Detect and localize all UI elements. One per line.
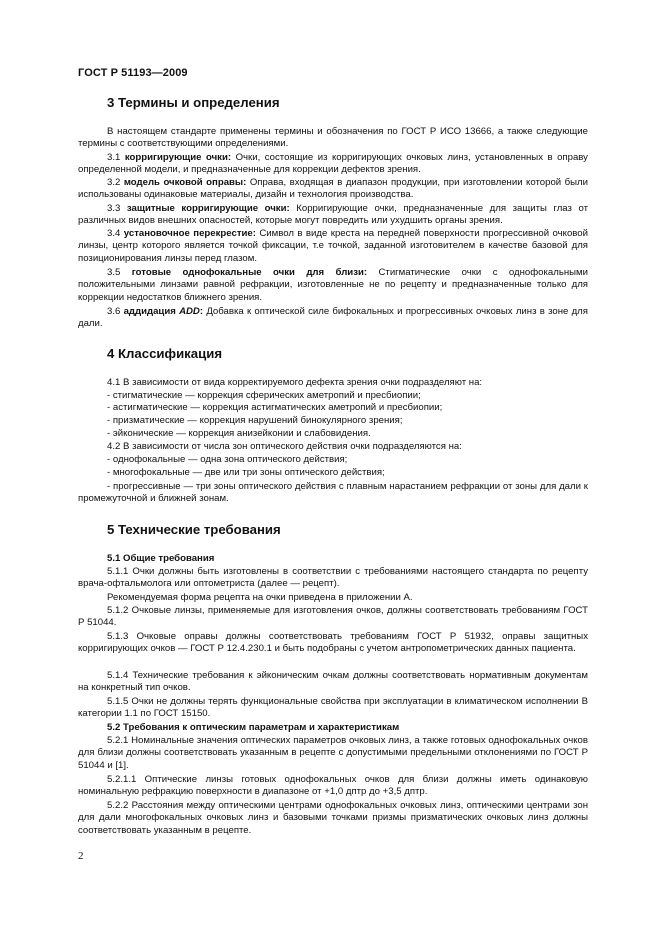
term-3-4 — [78, 228, 588, 265]
clause-5-1-3: 5.1.3 Очковые оправы должны соответствовать требованиям ГОСТ Р 51932, оправы защитных корригирующих очков — ГОСТ Р 12.4.230.1 и быть подобраны с учетом антропометрических данных пациента. — [78, 631, 588, 655]
term-definition: Очки, состоящие из корригирующих очковых линз, установленных в оправу определенной модели, и предназначенные для коррекции дефектов зрения. — [78, 152, 588, 176]
term-definition: Стигматические очки с однофокальными положительными линзами равной рефракции, изготовленные не по рецепту и предназначенные только для коррекции недостатков ближнего зрения. — [78, 267, 588, 303]
list-item: - прогрессивные — три зоны оптического действия с плавным нарастанием рефракции от зоны для дали к промежуточной и ближней зонам. — [78, 481, 588, 505]
clause-5-1-1-note: Рекомендуемая форма рецепта на очки приведена в приложении А. — [107, 592, 413, 603]
document-header: ГОСТ Р 51193—2009 — [78, 67, 188, 79]
term-3-5 — [78, 267, 588, 304]
term-definition: Символ в виде креста на передней поверхности прогрессивной очковой линзы, центр которого является точкой фиксации, т.е точкой, заданной изготовителем в качестве базовой для позиционирования линзы перед глазом. — [78, 228, 588, 264]
list-item: - однофокальные — одна зона оптического действия; — [107, 454, 348, 465]
term-3-2 — [78, 177, 588, 202]
list-item: - эйконические — коррекция анизейконии и слабовидения. — [107, 428, 371, 439]
page-number: 2 — [78, 850, 84, 862]
clause-5-2-2: 5.2.2 Расстояния между оптическими центрами однофокальных очковых линз, оптическими центрами зон для дали многофокальных очковых линз и базовыми точками призмы призматических очковых линз должны соответствовать указанным в рецепте. — [78, 800, 588, 836]
clause-5-2-1: 5.2.1 Номинальные значения оптических параметров очковых линз, а также готовых однофокальных очков для близи должны соответствовать указанным в рецепте с допустимыми предельными отклонениями по ГОСТ Р 51044 и [1]. — [78, 735, 588, 771]
subsection-5-1-heading: 5.1 Общие требования — [107, 553, 215, 564]
subsection-5-2-heading: 5.2 Требования к оптическим параметрам и характеристикам — [107, 722, 400, 733]
term-name: аддидация — [123, 306, 180, 317]
clause-5-1-4: 5.1.4 Технические требования к эйконическим очкам должны соответствовать нормативным документам на конкретный тип очков. — [78, 670, 588, 694]
term-number: 3.4 — [107, 228, 124, 239]
list-item: - призматические — коррекция нарушений бинокулярного зрения; — [107, 415, 403, 426]
section-4-heading: 4 Классификация — [107, 346, 223, 361]
term-name: установочное перекрестие: — [123, 228, 256, 239]
term-number: 3.1 — [107, 152, 125, 163]
list-item: - многофокальные — две или три зоны оптического действия; — [107, 467, 385, 478]
term-name: защитные корригирующие очки: — [126, 203, 290, 214]
list-item: - астигматические — коррекция астигматических аметропий и пресбиопии; — [107, 402, 443, 413]
section-5-heading: 5 Технические требования — [107, 522, 281, 537]
clause-5-2-1-1: 5.2.1.1 Оптические линзы готовых однофокальных очков для близи должны иметь одинаковую номинальную рефракцию поверхности в диапазоне от +1,0 дптр до +3,5 дптр. — [78, 774, 588, 798]
term-name: корригирующие очки: — [124, 152, 232, 163]
section-3-intro: В настоящем стандарте применены термины и обозначения по ГОСТ Р ИСО 13666, а также следующие термины с соответствующими определениями. — [78, 126, 588, 150]
term-name: готовые однофокальные очки для близи: — [131, 267, 368, 278]
clause-5-1-5: 5.1.5 Очки не должны терять функциональные свойства при эксплуатации в климатическом исполнении В категории 1.1 по ГОСТ 15150. — [78, 696, 588, 720]
clause-4-1: 4.1 В зависимости от вида корректируемого дефекта зрения очки подразделяют на: — [107, 377, 483, 388]
term-number: 3.3 — [107, 203, 127, 214]
term-number: 3.2 — [107, 177, 124, 188]
term-number: 3.5 — [107, 267, 132, 278]
section-3-heading: 3 Термины и определения — [107, 95, 280, 110]
term-name-italic: ADD — [179, 306, 200, 317]
term-3-3 — [78, 203, 588, 228]
term-definition: Добавка к оптической силе бифокальных и прогрессивных очковых линз в зоне для дали. — [78, 306, 588, 330]
term-name: модель очковой оправы: — [123, 177, 247, 188]
term-definition: Корригирующие очки, предназначенные для защиты глаз от различных видов внешних опасностей, которые могут повредить или ухудшить органы зрения. — [78, 203, 588, 227]
clause-5-1-1: 5.1.1 Очки должны быть изготовлены в соответствии с требованиями настоящего стандарта по рецепту врача-офтальмолога или оптометриста (далее — рецепт). — [78, 566, 588, 590]
term-3-1 — [78, 152, 588, 177]
term-3-6 — [78, 306, 588, 331]
term-number: 3.6 — [107, 306, 124, 317]
clause-5-1-2: 5.1.2 Очковые линзы, применяемые для изготовления очков, должны соответствовать требованиям ГОСТ Р 51044. — [78, 605, 588, 629]
clause-4-2: 4.2 В зависимости от числа зон оптического действия очки подразделяются на: — [107, 441, 462, 452]
term-colon: : — [199, 306, 204, 317]
list-item: - стигматические — коррекция сферических аметропий и пресбиопии; — [107, 390, 421, 401]
term-definition: Оправа, входящая в диапазон продукции, при изготовлении которой были использованы одинаковые материалы, дизайн и технология производства. — [78, 177, 588, 201]
